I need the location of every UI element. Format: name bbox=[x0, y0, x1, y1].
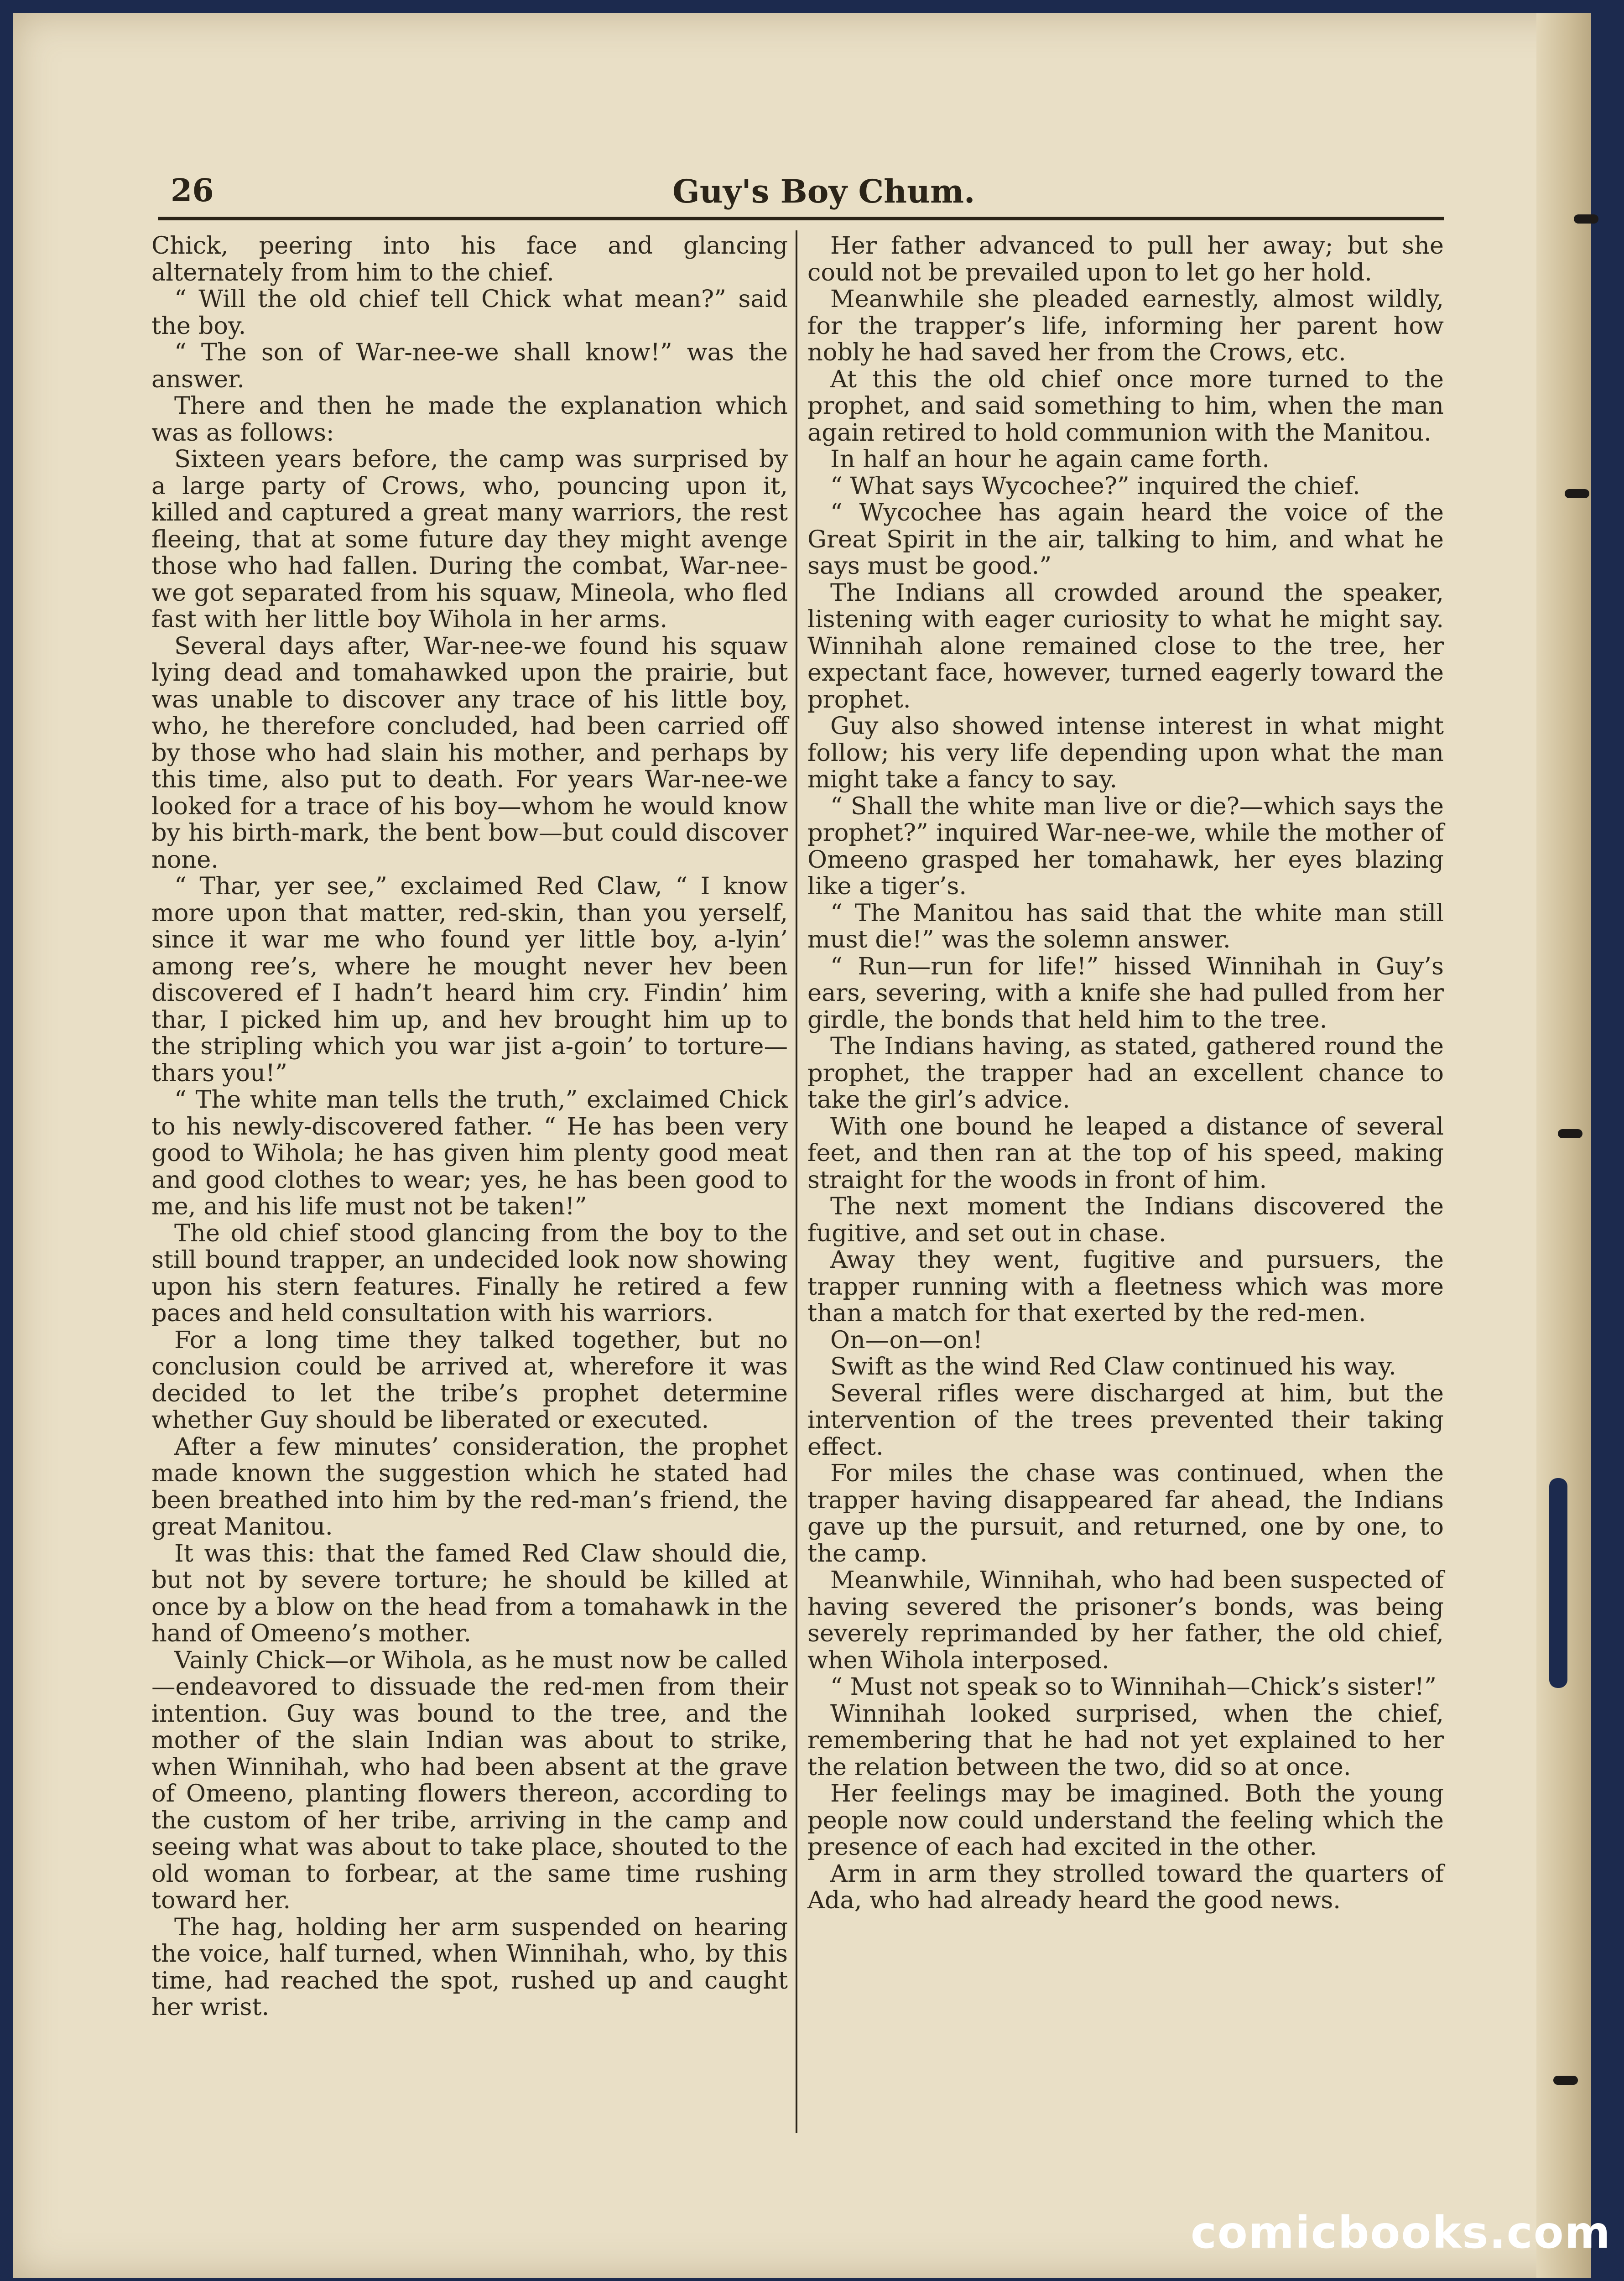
paragraph: The hag, holding her arm suspended on hearing the voice, half turned, when Winnihah, who, by this time, had reached the spot, rushed up and caught her wrist. bbox=[151, 1913, 788, 2021]
paragraph: “ Wycochee has again heard the voice of the Great Spirit in the air, talking to him, and what he says must be good.” bbox=[807, 499, 1444, 580]
paragraph: The Indians all crowded around the speaker, listening with eager curiosity to what he might say. Winnihah alone remained close to the tree, her expectant face, however, turned eagerly toward the prophet. bbox=[807, 578, 1444, 713]
paragraph: “ Run—run for life!” hissed Winnihah in Guy’s ears, severing, with a knife she had pulled from her girdle, the bonds that held him to the tree. bbox=[807, 952, 1444, 1034]
paragraph: It was this: that the famed Red Claw should die, but not by severe torture; he should be killed at once by a blow on the head from a tomahawk in the hand of Omeeno’s mother. bbox=[151, 1539, 788, 1647]
paragraph: Guy also showed intense interest in what might follow; his very life depending upon what the man might take a fancy to say. bbox=[807, 712, 1444, 793]
paragraph: “ The Manitou has said that the white man still must die!” was the solemn answer. bbox=[807, 899, 1444, 953]
running-title: Guy's Boy Chum. bbox=[672, 172, 975, 210]
paragraph: The Indians having, as stated, gathered round the prophet, the trapper had an excellent chance to take the girl’s advice. bbox=[807, 1032, 1444, 1114]
left-text-column bbox=[151, 233, 788, 2021]
binding-hole bbox=[1558, 1129, 1582, 1138]
page-tear bbox=[1549, 1478, 1567, 1688]
right-text-column bbox=[807, 233, 1444, 1914]
paragraph: After a few minutes’ consideration, the prophet made known the suggestion which he stated had been breathed into him by the red-man’s friend, the great Manitou. bbox=[151, 1432, 788, 1541]
paragraph: “ Will the old chief tell Chick what mean?” said the boy. bbox=[151, 285, 788, 340]
paragraph: Vainly Chick—or Wihola, as he must now be called—endeavored to dissuade the red-men from their intention. Guy was bound to the tree, and the mother of the slain Indian was about to strike, when Winnihah, who had been absent at the grave of Omeeno, planting flowers thereon, according to the custom of her tribe, arriving in the camp and seeing what was about to take place, shouted to the old woman to forbear, at the same time rushing toward her. bbox=[151, 1646, 788, 1914]
paragraph: Chick, peering into his face and glancing alternately from him to the chief. bbox=[151, 232, 788, 286]
page-gutter bbox=[1536, 13, 1591, 2278]
binding-hole bbox=[1574, 214, 1598, 224]
header-rule bbox=[158, 217, 1444, 220]
paragraph: “ The son of War-nee-we shall know!” was the answer. bbox=[151, 339, 788, 393]
paragraph: “ Shall the white man live or die?—which says the prophet?” inquired War-nee-we, while the mother of Omeeno grasped her tomahawk, her eyes blazing like a tiger’s. bbox=[807, 792, 1444, 900]
paragraph: “ What says Wycochee?” inquired the chief. bbox=[830, 472, 1360, 500]
paragraph: For miles the chase was continued, when the trapper having disappeared far ahead, the Indians gave up the pursuit, and returned, one by one, to the camp. bbox=[807, 1459, 1444, 1568]
paragraph: Swift as the wind Red Claw continued his way. bbox=[830, 1353, 1396, 1380]
binding-hole bbox=[1553, 2076, 1578, 2085]
paragraph: For a long time they talked together, but no conclusion could be arrived at, wherefore it was decided to let the tribe’s prophet determine whether Guy should be liberated or executed. bbox=[151, 1326, 788, 1434]
page-number: 26 bbox=[171, 172, 214, 209]
paragraph: Meanwhile, Winnihah, who had been suspected of having severed the prisoner’s bonds, was being severely reprimanded by her father, the old chief, when Wihola interposed. bbox=[807, 1566, 1444, 1674]
paragraph: With one bound he leaped a distance of several feet, and then ran at the top of his speed, making straight for the woods in front of him. bbox=[807, 1112, 1444, 1194]
paragraph: At this the old chief once more turned to the prophet, and said something to him, when the man again retired to hold communion with the Manitou. bbox=[807, 365, 1444, 447]
paragraph: “ The white man tells the truth,” exclaimed Chick to his newly-discovered father. “ He has been very good to Wihola; he has given him plenty good meat and good clothes to wear; yes, he has been good to me, and his life must not be taken!” bbox=[151, 1086, 788, 1220]
paragraph: Away they went, fugitive and pursuers, the trapper running with a fleetness which was more than a match for that exerted by the red-men. bbox=[807, 1246, 1444, 1327]
paragraph: The old chief stood glancing from the boy to the still bound trapper, an undecided look now showing upon his stern features. Finally he retired a few paces and held consultation with his warriors. bbox=[151, 1219, 788, 1327]
paragraph: Winnihah looked surprised, when the chief, remembering that he had not yet explained to her the relation between the two, did so at once. bbox=[807, 1699, 1444, 1781]
paragraph: Meanwhile she pleaded earnestly, almost wildly, for the trapper’s life, informing her parent how nobly he had saved her from the Crows, etc. bbox=[807, 285, 1444, 366]
paragraph: “ Thar, yer see,” exclaimed Red Claw, “ I know more upon that matter, red-skin, than you yerself, since it war me who found yer little boy, a-lyin’ among ree’s, where he mought never hev been discovered ef I hadn’t heard him cry. Findin’ him thar, I picked him up, and hev brought him up to the stripling which you war jist a-goin’ to torture—thars you!” bbox=[151, 872, 788, 1087]
page-header bbox=[171, 172, 1457, 214]
paragraph: There and then he made the explanation which was as follows: bbox=[151, 392, 788, 447]
paragraph: Her father advanced to pull her away; but she could not be prevailed upon to let go her hold. bbox=[807, 232, 1444, 286]
paragraph: In half an hour he again came forth. bbox=[830, 445, 1270, 473]
column-divider bbox=[796, 230, 797, 2133]
paragraph: “ Must not speak so to Winnihah—Chick’s sister!” bbox=[830, 1673, 1437, 1701]
paragraph: Several rifles were discharged at him, but the intervention of the trees prevented their taking effect. bbox=[807, 1379, 1444, 1461]
paragraph: The next moment the Indians discovered the fugitive, and set out in chase. bbox=[807, 1193, 1444, 1247]
paragraph: On—on—on! bbox=[830, 1326, 983, 1354]
paragraph: Arm in arm they strolled toward the quarters of Ada, who had already heard the good news. bbox=[807, 1859, 1444, 1914]
paragraph: Her feelings may be imagined. Both the young people now could understand the feeling which the presence of each had excited in the other. bbox=[807, 1780, 1444, 1861]
watermark-text: comicbooks.com bbox=[1191, 2207, 1611, 2258]
paragraph: Sixteen years before, the camp was surprised by a large party of Crows, who, pouncing upon it, killed and captured a great many warriors, the rest fleeing, that at some future day they might avenge those who had fallen. During the combat, War-nee-we got separated from his squaw, Mineola, who fled fast with her little boy Wihola in her arms. bbox=[151, 445, 788, 633]
binding-hole bbox=[1565, 489, 1589, 498]
paragraph: Several days after, War-nee-we found his squaw lying dead and tomahawked upon the prairie, but was unable to discover any trace of his little boy, who, he therefore concluded, had been carried off by those who had slain his mother, and perhaps by this time, also put to death. For years War-nee-we looked for a trace of his boy—whom he would know by his birth-mark, the bent bow—but could discover none. bbox=[151, 632, 788, 874]
